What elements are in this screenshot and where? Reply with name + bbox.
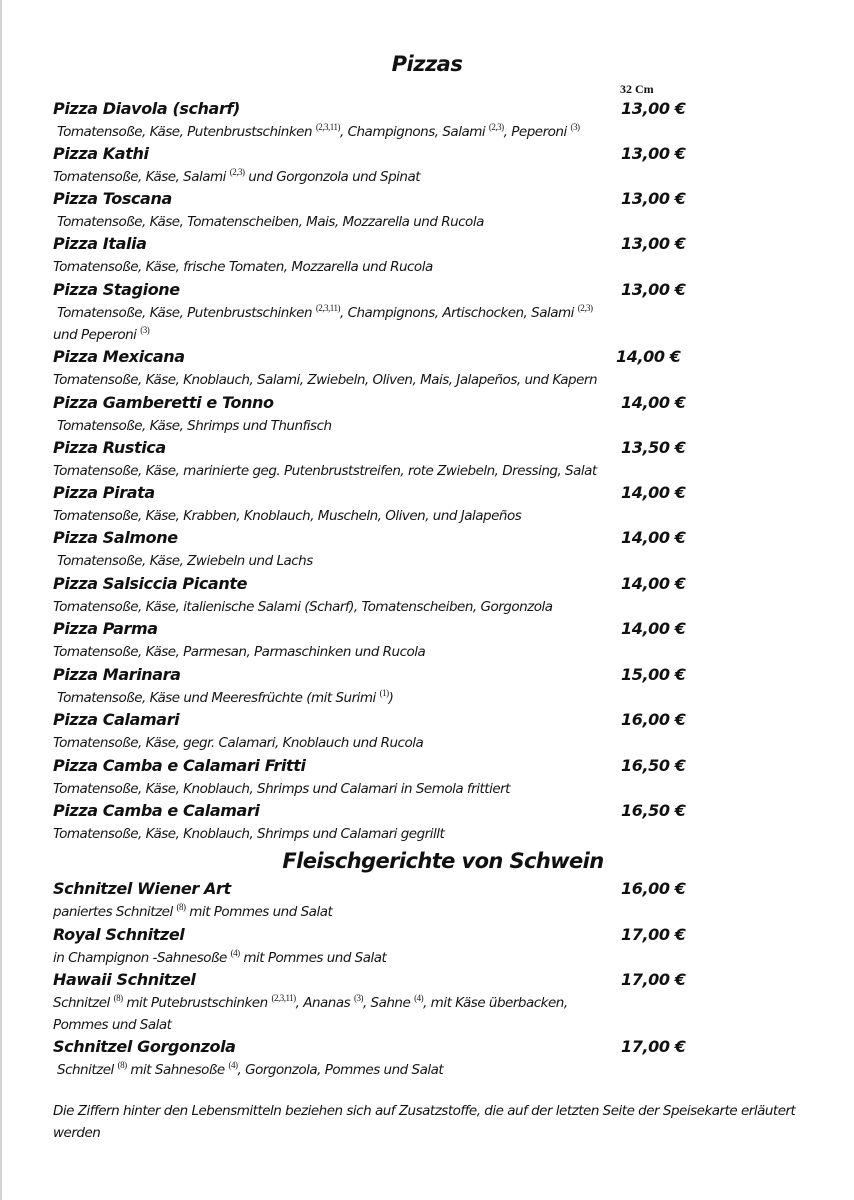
description-text: Schnitzel [57, 1062, 118, 1078]
additive-footnote-ref: (8) [113, 993, 123, 1003]
description-text: Tomatensoße, Käse, Tomatenscheiben, Mais, Mozzarella und Rucola [57, 214, 484, 230]
item-name: Pizza Camba e Calamari [53, 801, 260, 820]
additive-footnote-ref: (3) [140, 325, 150, 335]
item-name: Pizza Parma [53, 619, 158, 638]
description-text: und Gorgonzola und Spinat [244, 169, 421, 185]
item-price: 14,00 € [621, 393, 686, 412]
description-text: Tomatensoße, Käse, Knoblauch, Shrimps und Calamari gegrillt [53, 826, 445, 842]
description-text: ) [388, 690, 394, 706]
item-name: Pizza Diavola (scharf) [53, 99, 240, 118]
item-price: 14,00 € [621, 483, 686, 502]
item-name: Royal Schnitzel [53, 925, 185, 944]
item-price: 13,00 € [621, 280, 686, 299]
item-description [53, 732, 423, 754]
item-name: Hawaii Schnitzel [53, 970, 196, 989]
description-text: Tomatensoße, Käse, italienische Salami (Scharf), Tomatenscheiben, Gorgonzola [53, 599, 553, 615]
description-text: , Peperoni [503, 124, 571, 140]
item-name: Pizza Salmone [53, 528, 178, 547]
item-name: Pizza Rustica [53, 438, 166, 457]
size-label: 32 Cm [620, 82, 654, 96]
item-description [53, 505, 521, 527]
item-description [53, 778, 510, 800]
item-name: Pizza Italia [53, 234, 147, 253]
item-description [53, 460, 597, 482]
additive-footnote-ref: (4) [228, 1060, 238, 1070]
item-name: Pizza Marinara [53, 665, 181, 684]
description-text: Tomatensoße, Käse, marinierte geg. Putenbruststreifen, rote Zwiebeln, Dressing, Salat [53, 463, 597, 479]
item-price: 16,00 € [621, 710, 686, 729]
description-text: Tomatensoße, Käse, gegr. Calamari, Knoblauch und Rucola [53, 735, 424, 751]
description-text: , Ananas [295, 995, 354, 1011]
item-description [57, 550, 313, 572]
item-price: 14,00 € [621, 528, 686, 547]
description-text: mit Pommes und Salat [185, 904, 333, 920]
description-text: , mit Käse überbacken, [423, 995, 568, 1011]
additive-footnote-ref: (3) [353, 993, 363, 1003]
item-name: Pizza Kathi [53, 144, 149, 163]
additive-footnote-ref: (2,3,11) [315, 303, 340, 313]
item-name: Schnitzel Gorgonzola [53, 1037, 236, 1056]
description-text: Tomatensoße, Käse, Krabben, Knoblauch, Muscheln, Oliven, und Jalapeños [53, 508, 522, 524]
description-text: Tomatensoße, Käse, Knoblauch, Shrimps und Calamari in Semola frittiert [53, 781, 510, 797]
item-description [53, 901, 332, 923]
item-price: 17,00 € [621, 1037, 686, 1056]
item-description [53, 324, 149, 346]
item-description [53, 947, 386, 969]
description-text: Tomatensoße, Käse und Meeresfrüchte (mit Surimi [57, 690, 380, 706]
item-description [53, 641, 425, 663]
item-price: 14,00 € [621, 574, 686, 593]
description-text: , Gorgonzola, Pommes und Salat [237, 1062, 444, 1078]
item-description [53, 823, 444, 845]
item-price: 14,00 € [616, 347, 681, 366]
item-name: Pizza Mexicana [53, 347, 185, 366]
description-text: und Peperoni [53, 327, 141, 343]
section-title-schwein: Fleischgerichte von Schwein [282, 849, 604, 873]
description-text: , Champignons, Artischocken, Salami [339, 305, 578, 321]
item-description [53, 1014, 171, 1036]
description-text: mit Putebrustschinken [122, 995, 272, 1011]
description-text: Tomatensoße, Käse, frische Tomaten, Mozzarella und Rucola [53, 259, 433, 275]
description-text: mit Sahnesoße [126, 1062, 229, 1078]
item-name: Pizza Toscana [53, 189, 172, 208]
item-price: 16,50 € [621, 801, 686, 820]
description-text: Tomatensoße, Käse, Putenbrustschinken [57, 305, 316, 321]
additive-footnote-ref: (2,3) [488, 122, 504, 132]
description-text: , Champignons, Salami [339, 124, 489, 140]
additive-footnote-ref: (8) [117, 1060, 127, 1070]
item-description [57, 211, 484, 233]
item-description [57, 1059, 443, 1081]
item-price: 15,00 € [621, 665, 686, 684]
item-name: Pizza Pirata [53, 483, 155, 502]
description-text: , Sahne [362, 995, 415, 1011]
item-name: Pizza Salsiccia Picante [53, 574, 248, 593]
item-price: 13,00 € [621, 144, 686, 163]
item-price: 17,00 € [621, 970, 686, 989]
item-price: 13,00 € [621, 234, 686, 253]
item-price: 16,50 € [621, 756, 686, 775]
description-text: Pommes und Salat [53, 1017, 172, 1033]
item-name: Pizza Stagione [53, 280, 180, 299]
additive-footnote-ref: (4) [414, 993, 424, 1003]
description-text: Tomatensoße, Käse, Knoblauch, Salami, Zwiebeln, Oliven, Mais, Jalapeños, und Kapern [53, 372, 598, 388]
item-description [53, 596, 553, 618]
description-text: Tomatensoße, Käse, Shrimps und Thunfisch [57, 418, 332, 434]
description-text: Schnitzel [53, 995, 114, 1011]
item-price: 16,00 € [621, 879, 686, 898]
item-price: 14,00 € [621, 619, 686, 638]
item-price: 13,50 € [621, 438, 686, 457]
item-description [57, 302, 592, 324]
description-text: Tomatensoße, Käse, Putenbrustschinken [57, 124, 316, 140]
description-text: paniertes Schnitzel [53, 904, 177, 920]
item-name: Pizza Gamberetti e Tonno [53, 393, 274, 412]
additive-footnote-ref: (2,3,11) [315, 122, 340, 132]
page-edge-line [0, 0, 2, 1200]
section-title-pizzas: Pizzas [391, 52, 463, 76]
item-description [53, 992, 568, 1014]
description-text: Tomatensoße, Käse, Zwiebeln und Lachs [57, 553, 313, 569]
item-description [53, 166, 420, 188]
additive-footnote-ref: (4) [230, 948, 240, 958]
item-price: 13,00 € [621, 189, 686, 208]
additive-footnote-ref: (1) [379, 688, 389, 698]
item-description [57, 121, 579, 143]
item-price: 13,00 € [621, 99, 686, 118]
additive-footnote-ref: (2,3) [577, 303, 593, 313]
additive-footnote-ref: (8) [176, 902, 186, 912]
item-name: Pizza Calamari [53, 710, 180, 729]
description-text: in Champignon -Sahnesoße [53, 950, 231, 966]
item-description [57, 415, 332, 437]
description-text: mit Pommes und Salat [239, 950, 387, 966]
item-name: Schnitzel Wiener Art [53, 879, 231, 898]
footnote: Die Ziffern hinter den Lebensmitteln beziehen sich auf Zusatzstoffe, die auf der letzten Seite der Speisekarte erläutert werden [53, 1103, 796, 1141]
additive-footnote-ref: (2,3,11) [271, 993, 296, 1003]
description-text: Tomatensoße, Käse, Parmesan, Parmaschinken und Rucola [53, 644, 426, 660]
item-name: Pizza Camba e Calamari Fritti [53, 756, 306, 775]
item-price: 17,00 € [621, 925, 686, 944]
item-description [57, 687, 393, 709]
additive-footnote-ref: (2,3) [229, 167, 245, 177]
item-description [53, 256, 433, 278]
additive-footnote-ref: (3) [570, 122, 580, 132]
description-text: Tomatensoße, Käse, Salami [53, 169, 230, 185]
item-description [53, 369, 597, 391]
